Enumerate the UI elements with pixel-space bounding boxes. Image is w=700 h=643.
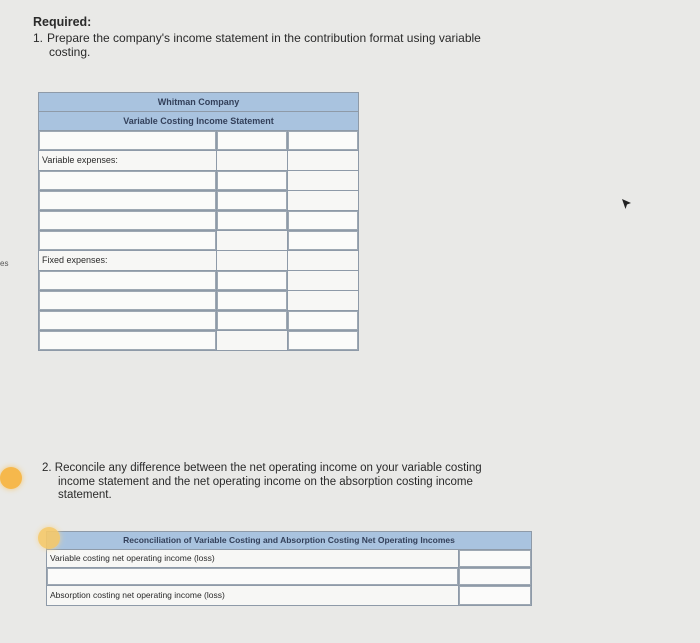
empty-cell <box>217 331 288 350</box>
table-row <box>39 251 358 271</box>
empty-cell <box>288 271 358 290</box>
total-input[interactable] <box>288 331 358 350</box>
row-label-input[interactable] <box>39 331 217 350</box>
table-row <box>39 131 358 151</box>
adjustment-amount-input[interactable] <box>459 568 531 585</box>
part2-line1: 2. Reconcile any difference between the net operating income on your variable costing <box>42 462 482 474</box>
company-name: Whitman Company <box>157 97 240 107</box>
row-label-input[interactable] <box>39 131 217 150</box>
table-row <box>39 311 358 331</box>
amount-input[interactable] <box>217 311 288 330</box>
absorption-costing-noi-input[interactable] <box>459 586 531 605</box>
table-row <box>39 291 358 311</box>
row-label-input[interactable] <box>39 311 217 330</box>
empty-cell <box>288 191 358 210</box>
variable-costing-noi-label: Variable costing net operating income (loss) <box>47 550 459 567</box>
statement-header <box>39 93 358 131</box>
adjustment-label-input[interactable] <box>47 568 459 585</box>
orange-indicator-icon <box>38 527 60 549</box>
cursor-arrow-icon <box>620 198 632 210</box>
reconciliation-title: Reconciliation of Variable Costing and Absorption Costing Net Operating Incomes <box>47 532 531 550</box>
empty-cell <box>217 231 288 250</box>
table-row <box>39 211 358 231</box>
table-row <box>39 331 358 350</box>
empty-cell <box>288 151 358 170</box>
required-heading: Required: <box>33 15 92 29</box>
amount-input[interactable] <box>217 171 288 190</box>
part2-line3: statement. <box>58 489 112 501</box>
table-row <box>47 586 531 605</box>
amount-input[interactable] <box>217 291 288 310</box>
table-row <box>39 231 358 251</box>
empty-cell <box>217 251 288 270</box>
total-input[interactable] <box>288 231 358 250</box>
part2-instructions <box>42 462 522 503</box>
part1-line2: costing. <box>49 45 91 59</box>
row-label-input[interactable] <box>39 171 217 190</box>
table-row <box>47 550 531 568</box>
row-label-input[interactable] <box>39 231 217 250</box>
table-row <box>39 191 358 211</box>
empty-cell <box>288 251 358 270</box>
table-row <box>39 171 358 191</box>
orange-indicator-icon <box>0 467 22 489</box>
fixed-expenses-label: Fixed expenses: <box>39 251 217 270</box>
row-label-input[interactable] <box>39 291 217 310</box>
part1-line1: Prepare the company's income statement in the contribution format using variable <box>47 31 481 45</box>
row-label-input[interactable] <box>39 211 217 230</box>
empty-cell <box>217 151 288 170</box>
amount-input[interactable] <box>217 131 288 150</box>
total-input[interactable] <box>288 311 358 330</box>
table-row <box>39 271 358 291</box>
amount-input[interactable] <box>217 211 288 230</box>
income-statement-table <box>38 92 359 351</box>
total-input[interactable] <box>288 131 358 150</box>
variable-costing-noi-input[interactable] <box>459 550 531 567</box>
reconciliation-table <box>46 531 532 606</box>
part2-line2: income statement and the net operating income on the absorption costing income <box>58 475 473 488</box>
side-label: es <box>0 259 9 268</box>
variable-expenses-label: Variable expenses: <box>39 151 217 170</box>
amount-input[interactable] <box>217 191 288 210</box>
part1-number: 1. <box>33 31 44 45</box>
row-label-input[interactable] <box>39 271 217 290</box>
total-input[interactable] <box>288 211 358 230</box>
amount-input[interactable] <box>217 271 288 290</box>
row-label-input[interactable] <box>39 191 217 210</box>
table-row <box>47 568 531 586</box>
empty-cell <box>288 171 358 190</box>
table-row <box>39 151 358 171</box>
empty-cell <box>288 291 358 310</box>
part1-instructions <box>33 31 533 59</box>
statement-title: Variable Costing Income Statement <box>39 111 358 130</box>
absorption-costing-noi-label: Absorption costing net operating income (loss) <box>47 586 459 605</box>
